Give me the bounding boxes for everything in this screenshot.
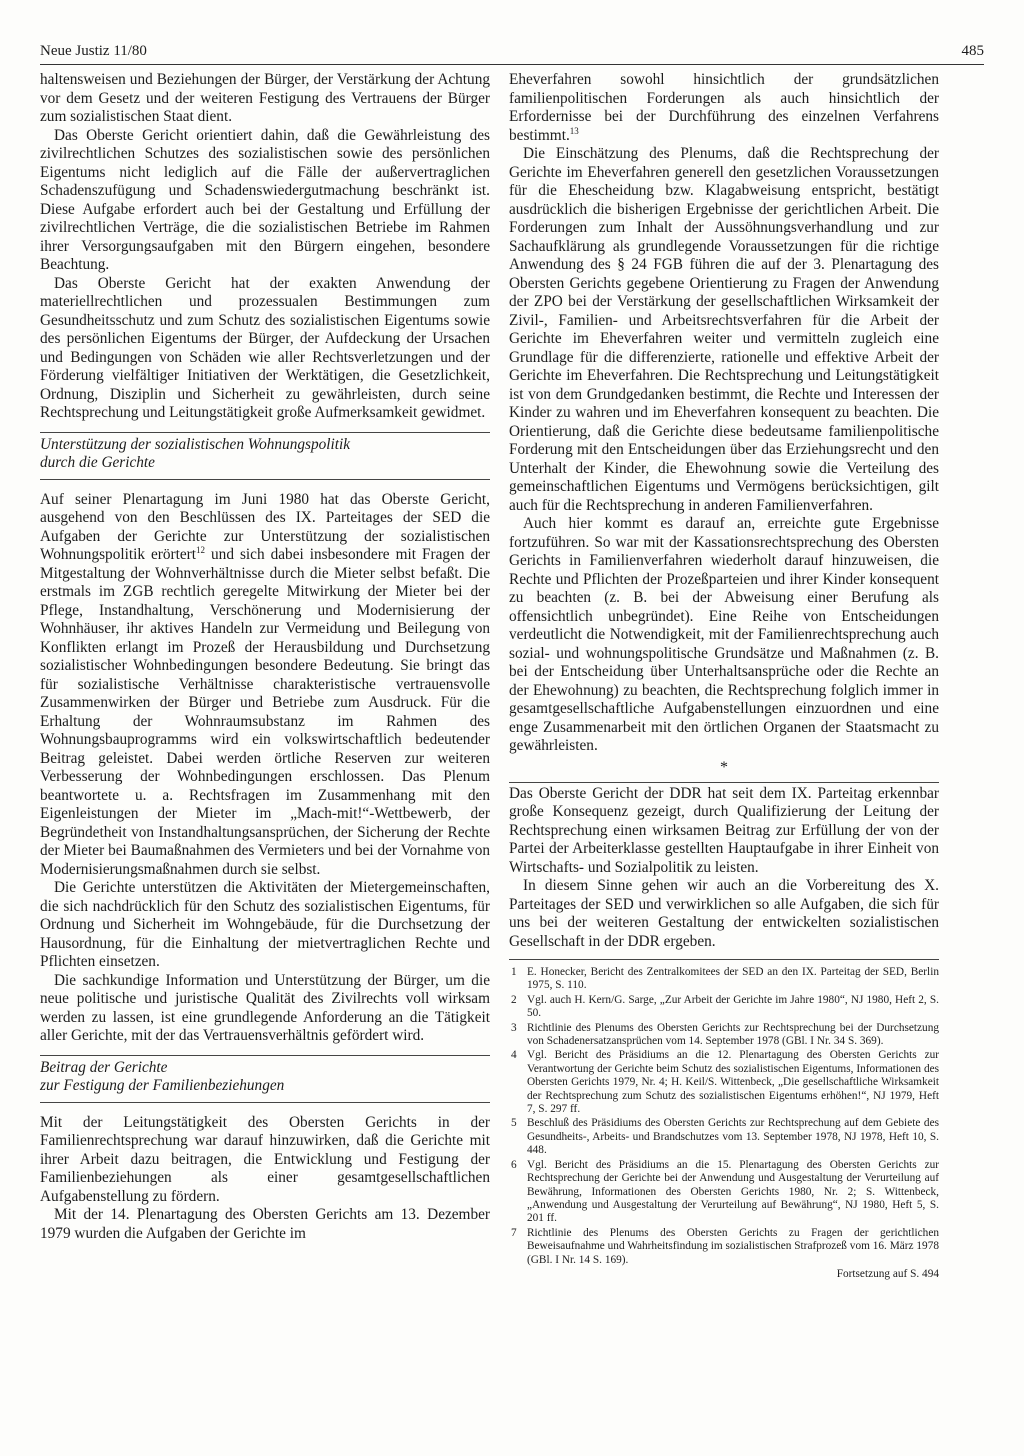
- paragraph: Die sachkundige Information und Unterstützung der Bürger, um die neue politische und juristische Qualität des Zivilrechts voll wirksam werden zu lassen, ist eine grundlegende Anforderung an die Tätigkeit aller Gerichte, mit der das Vertrauensverhältnis gefördert wird.: [40, 971, 490, 1044]
- header-rule: [40, 64, 984, 65]
- section-title-line: durch die Gerichte: [40, 454, 155, 471]
- paragraph-text: und sich dabei insbesondere mit Fragen der Mitgestaltung der Wohnverhältnisse durch die Mieter selbst befaßt. Die erstmals im ZGB rechtlich geregelte Mitwirkung der Mieter bei der Pflege, Instandhaltung, Verschönerung und Modernisierung der Wohnhäuser, ihr aktives Handeln zur Vermeidung und Beilegung von Konflikten erlangt im Prozeß der Herausbildung und Durchsetzung sozialistischer Wohnbedingungen besondere Bedeutung. Sie bringt das für sozialistische Verhältnisse charakteristische vertrauensvolle Zusammenwirken der Bürger und Betriebe zum Ausdruck. Für die Erhaltung der Wohnraumsubstanz im Rahmen des Wohnungsbauprogramms wird ein volkswirtschaftlich bedeutender Beitrag geleistet. Dabei werden örtliche Reserven zur weiteren Verbesserung der Wohnbedingungen erschlossen. Das Plenum beantwortete u. a. Rechtsfragen im Zusammenhang mit den Eigenleistungen der Mieter im „Mach-mit!“-Wettbewerb, der Begründetheit von Instandhaltungsansprüchen, der Sicherung der Rechte der Mieter bei Baumaßnahmen des Vermieters und bei der Vornahme von Modernisierungsmaßnahmen durch sie selbst.: [40, 546, 490, 878]
- paragraph: Das Oberste Gericht der DDR hat seit dem IX. Parteitag erkennbar große Konsequenz gezeigt, durch Qualifizierung der Leitung der Rechtsprechung einen wirksamen Beitrag zur Erfüllung der von der Partei der Arbeiterklasse gestellten Hauptaufgabe in ihrer Einheit von Wirtschafts- und Sozialpolitik zu leisten.: [509, 784, 939, 876]
- paragraph: Auch hier kommt es darauf an, erreichte gute Ergebnisse fortzuführen. So war mit der Kassationsrechtsprechung des Obersten Gerichts in Familienverfahren wiederholt darauf hinzuweisen, die Rechte und Pflichten der Prozeßparteien und ihrer Kinder konsequent zu beachten (z. B. bei der Abweisung einer Berufung als offensichtlich unbegründet). Eine Reihe von Entscheidungen verdeutlicht die Notwendigkeit, mit der Familienrechtsprechung auch sozial- und wohnungspolitische Grundsätze und Maßnahmen (z. B. bei der Entscheidung über Unterhaltsansprüche oder die Rechte an der Ehewohnung) zu beachten, die Rechtsprechung folglich immer in gesamtgesellschaftliche Aufgabenstellungen einzuordnen und eine enge Zusammenarbeit mit den örtlichen Organen der Staatsmacht zu gewährleisten.: [509, 515, 939, 754]
- continued-note: Fortsetzung auf S. 494: [836, 1267, 939, 1280]
- section-separator: *: [720, 758, 728, 776]
- footnotes: [509, 966, 939, 1281]
- footnote-ref: 13: [569, 125, 579, 136]
- section-title-line: Unterstützung der sozialistischen Wohnungspolitik: [40, 435, 351, 453]
- page-number: 485: [961, 43, 984, 59]
- paragraph-text: Auf seiner Plenartagung im Juni 1980 hat das Oberste Gericht, ausgehend von den Beschlüssen des IX. Parteitages der SED die Aufgaben der Gerichte zur Unterstützung der sozialistischen Wohnungspolitik erörtert: [40, 490, 490, 563]
- paragraph: In diesem Sinne gehen wir auch an die Vorbereitung des X. Parteitages der SED und verwirklichen so alle Aufgaben, die sich für uns bei der weiteren Gestaltung der entwickelten sozialistischen Gesellschaft in der DDR ergeben.: [509, 877, 939, 950]
- footnote-text: Vgl. Bericht des Präsidiums an die 15. Plenartagung des Obersten Gerichts zur Rechtsprechung der Gerichte bei der Anwendung und Ausgestaltung der Verurteilung auf Bewährung, Informationen des Obersten Gerichts 1980, Nr. 2; S. Wittenbeck, „Anwendung und Ausgestaltung der Verurteilung auf Bewährung“, NJ 1980, Heft 5, S. 201 ff.: [527, 1158, 939, 1225]
- section-rule: [40, 479, 490, 480]
- footnote-text: Beschluß des Präsidiums des Obersten Gerichts zur Rechtsprechung auf dem Gebiete des Gesundheits-, Arbeits- und Brandschutzes vom 13. September 1978, NJ 1978, Heft 10, S. 448.: [527, 1117, 939, 1157]
- paragraph: Das Oberste Gericht hat der exakten Anwendung der materiellrechtlichen und prozessualen Bestimmungen zum Gesundheitsschutz und zum Schutz des sozialistischen Eigentums sowie des persönlichen Eigentums der Bürger, der Aufdeckung der Ursachen und Bedingungen von Schäden wie aller Rechtsverletzungen und der Förderung vielfältiger Initiativen der Werktätigen, die Gesetzlichkeit, Ordnung, Disziplin und Sicherheit zu gewährleisten, durch seine Rechtsprechung und Leitungstätigkeit große Aufmerksamkeit gewidmet.: [40, 274, 490, 421]
- paragraph: Die Gerichte unterstützen die Aktivitäten der Mietergemeinschaften, die sich nachdrücklich für den Schutz des sozialistischen Eigentums, für Ordnung und Sicherheit im Wohngebäude, für die Durchsetzung der Hausordnung, für die Einhaltung der mietvertraglichen Rechte und Pflichten einsetzen.: [40, 879, 490, 970]
- footnote: [509, 1227, 939, 1267]
- section-title-line: Beitrag der Gerichte: [40, 1058, 168, 1076]
- footnote-rule: [509, 959, 939, 960]
- paragraph-text: Eheverfahren sowohl hinsichtlich der grundsätzlichen familienpolitischen Forderungen als auch hinsichtlich der Erfordernisse bei der Durchführung des einzelnen Verfahrens bestimmt.: [509, 71, 939, 144]
- section-rule: [40, 1055, 490, 1056]
- section-title: [40, 436, 490, 473]
- footnote: [509, 1022, 939, 1049]
- footnote-text: Richtlinie des Plenums des Obersten Gerichts zu Fragen der gerichtlichen Beweisaufnahme und Wahrheitsfindung im sozialistischen Strafprozeß vom 16. März 1978 (GBl. I Nr. 14 S. 169).: [527, 1226, 939, 1266]
- separator-rule: [509, 782, 939, 783]
- paragraph: Die Einschätzung des Plenums, daß die Rechtsprechung der Gerichte im Eheverfahren generell den gesetzlichen Voraussetzungen für die Ehescheidung bzw. Klagabweisung entspricht, bestätigt ausdrücklich die bisherigen Ergebnisse der gerichtlichen Arbeit. Die Forderungen zum Inhalt der Aussöhnungsverhandlung und zur Sachaufklärung als grundlegende Voraussetzungen für die richtige Anwendung des § 24 FGB führen die auf der 3. Plenartagung des Obersten Gerichts gegebene Orientierung zu Fragen der Anwendung der ZPO bei der Verstärkung der gesellschaftlichen Wirksamkeit der Zivil-, Familien- und Arbeitsrechtsverfahren für die Arbeit der Gerichte im Eheverfahren weiter und vermitteln zugleich eine Grundlage für die differenzierte, rationelle und effektive Arbeit der Gerichte im Eheverfahren. Die Rechtsprechung und Leitungstätigkeit ist von dem Grundgedanken bestimmt, die Rechte und Interessen der Kinder zu wahren und im Eheverfahren konsequent zu beachten. Die Orientierung, daß die Gerichte diese bedeutsame familienpolitische Forderung mit den Entscheidungen über das Erziehungsrecht und den Unterhalt der Kinder, die Ehewohnung sowie die Verteilung des gemeinschaftlichen Eigentums und Vermögens berücksichtigen, gilt auch für die Rechtsprechung in anderen Familienverfahren.: [509, 145, 939, 514]
- section-rule: [40, 1102, 490, 1103]
- section-heading-housing: [40, 432, 490, 480]
- footnote-text: E. Honecker, Bericht des Zentralkomitees der SED an den IX. Parteitag der SED, Berlin 1975, S. 110.: [527, 966, 939, 992]
- footnote-ref: 12: [196, 544, 206, 555]
- footnote-text: Vgl. auch H. Kern/G. Sarge, „Zur Arbeit der Gerichte im Jahre 1980“, NJ 1980, Heft 2, S. 50.: [527, 993, 939, 1020]
- footnote-number: 5: [511, 1117, 517, 1130]
- footnote: [509, 1117, 939, 1157]
- paragraph: [40, 491, 490, 880]
- section-heading-family: [40, 1055, 490, 1103]
- section-rule: [40, 432, 490, 433]
- right-column: [509, 71, 939, 1281]
- section-title: [40, 1059, 490, 1096]
- footnote-number: 2: [511, 993, 517, 1006]
- footnote-number: 6: [511, 1158, 517, 1171]
- footnote: [509, 1159, 939, 1226]
- paragraph: Mit der Leitungstätigkeit des Obersten Gerichts in der Familienrechtsprechung war darauf hinzuwirken, daß die Gerichte mit ihrer Arbeit dazu beitragen, die Entwicklung und Festigung der Familienbeziehungen als einer gesamtgesellschaftlichen Aufgabenstellung zu fördern.: [40, 1113, 490, 1205]
- journal-title: Neue Justiz 11/80: [40, 43, 147, 59]
- paragraph: [509, 71, 939, 145]
- footnote-number: 1: [511, 966, 517, 978]
- footnote: [509, 966, 939, 993]
- footnote-number: 3: [511, 1021, 517, 1034]
- footnote: [509, 1049, 939, 1116]
- footnote-number: 7: [511, 1226, 517, 1239]
- footnote-text: Vgl. Bericht des Präsidiums an die 12. Plenartagung des Obersten Gerichts zur Verantwortung der Gerichte beim Schutz des sozialistischen Eigentums, Informationen des Obersten Gerichts 1979, Nr. 4; H. Keil/S. Wittenbeck, „Die gesellschaftliche Wirksamkeit der Rechtsprechung zum Schutz des sozialistischen Eigentums erhöhen!“, NJ 1979, Heft 7, S. 297 ff.: [527, 1049, 939, 1116]
- left-column: [40, 71, 490, 1243]
- footnote-text: Richtlinie des Plenums des Obersten Gerichts zur Rechtsprechung bei der Durchsetzung von Schadenersatzansprüchen vom 14. September 1978 (GBl. I Nr. 34 S. 369).: [527, 1021, 939, 1048]
- section-title-line: zur Festigung der Familienbeziehungen: [40, 1077, 285, 1094]
- footnote: [509, 994, 939, 1021]
- paragraph: Das Oberste Gericht orientiert dahin, daß die Gewährleistung des zivilrechtlichen Schutzes des sozialistischen sowie des persönlichen Eigentums nicht lediglich auf die Fälle der außervertraglichen Schadenszufügung und Schadenswiedergutmachung beschränkt ist. Diese Aufgabe erfordert auch bei der Gestaltung und Erfüllung der zivilrechtlichen Verträge, die die sozialistischen Betriebe im Rahmen ihrer Versorgungsaufgaben mit den Bürgern eingehen, besondere Beachtung.: [40, 126, 490, 273]
- paragraph: Mit der 14. Plenartagung des Obersten Gerichts am 13. Dezember 1979 wurden die Aufgaben der Gerichte im: [40, 1206, 490, 1242]
- footnote-number: 4: [511, 1049, 517, 1062]
- paragraph: haltensweisen und Beziehungen der Bürger, der Verstärkung der Achtung vor dem Gesetz und der weiteren Festigung des Vertrauens der Bürger zum sozialistischen Staat dient.: [40, 71, 490, 125]
